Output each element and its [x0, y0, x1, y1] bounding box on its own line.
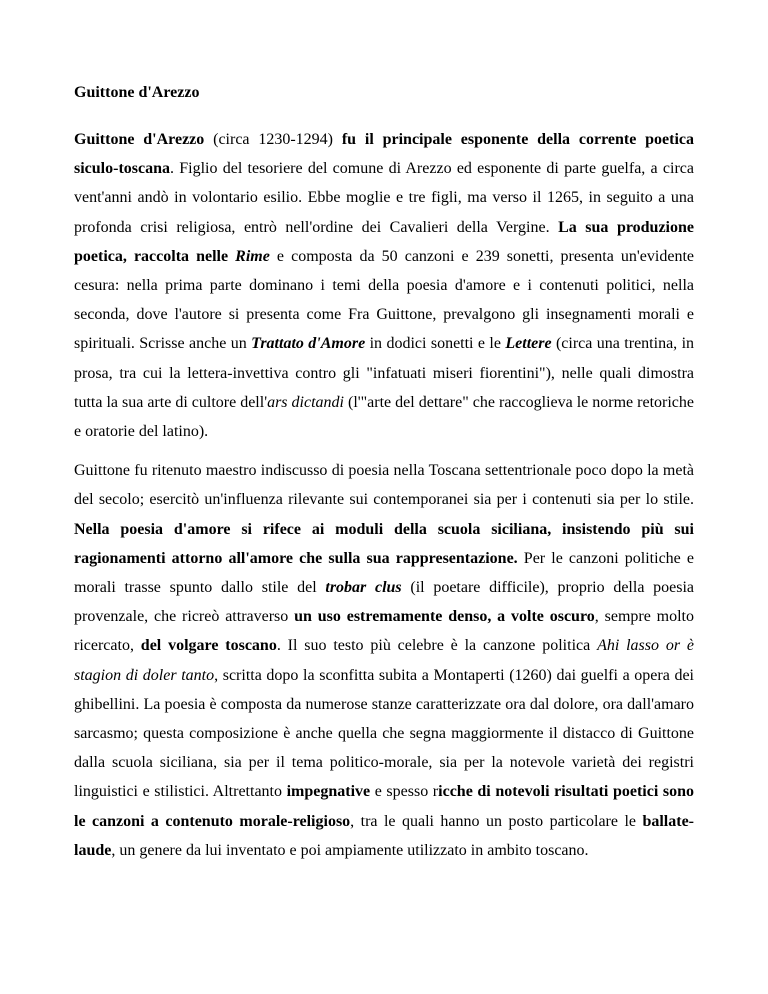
- text-run: Per le canzoni politiche e morali trasse spunto dallo stile del: [74, 549, 694, 597]
- text-run: un uso estremamente denso, a volte oscuro: [294, 608, 595, 626]
- text-run: e composta da 50 canzoni e 239 sonetti, presenta un'evidente cesura: nella prima parte dominano i temi della poesia d'amore e i contenuti politici, nella seconda, dove l'autore si presenta come Fra Guittone, prevalgono gli insegnamenti morali e spirituali. Scrisse anche un: [74, 247, 694, 353]
- paragraph-2: [74, 456, 694, 865]
- text-run: Guittone d'Arezzo: [74, 131, 205, 148]
- text-run: , tra le quali hanno un posto particolare le: [350, 812, 643, 830]
- text-run: , sempre molto ricercato,: [74, 608, 694, 655]
- text-run: Guittone fu ritenuto maestro indiscusso di poesia nella Toscana settentrionale poco dopo la metà del secolo; esercitò un'influenza rilevante sui contemporanei sia per i contenuti sia per lo stile.: [74, 462, 694, 509]
- text-run: (l'"arte del dettare" che raccoglieva le norme retoriche e oratorie del latino).: [74, 393, 695, 441]
- text-run: Ahi lasso or è stagion di doler tanto: [74, 637, 695, 684]
- text-run: trobar clus: [325, 579, 402, 597]
- text-run: fu il principale esponente della corrente poetica siculo-toscana: [74, 131, 695, 178]
- paragraph-1: [74, 125, 694, 446]
- text-run: , un genere da lui inventato e poi ampiamente utilizzato in ambito toscano.: [111, 841, 589, 859]
- text-run: del volgare toscano: [140, 637, 277, 655]
- text-run: in dodici sonetti e le: [365, 335, 506, 353]
- text-run: , scritta dopo la sconfitta subita a Montaperti (1260) dai guelfi a opera dei ghibellini. La poesia è composta da numerose stanze caratterizzate ora dal dolore, ora dall'amaro sarcasmo; questa composizione è anche quella che segna maggiormente il distacco di Guittone dalla scuola siciliana, sia per il tema politico-morale, sia per la notevole varietà dei registri linguistici e stilistici. Altrettanto: [74, 666, 694, 801]
- text-run: (circa 1230-1294): [204, 131, 342, 148]
- text-run: ars dictandi: [267, 393, 344, 411]
- text-run: . Figlio del tesoriere del comune di Arezzo ed esponente di parte guelfa, a circa vent'anni andò in volontario esilio. Ebbe moglie e tre figli, ma verso il 1265, in seguito a una profonda crisi religiosa, entrò nell'ordine dei Cavalieri della Vergine.: [74, 160, 694, 236]
- text-run: (il poetare difficile), proprio della poesia provenzale, che ricreò attraverso: [74, 579, 695, 626]
- text-run: icche di notevoli risultati poetici sono le canzoni a contenuto morale-religioso: [74, 783, 694, 830]
- text-run: (circa una trentina, in prosa, tra cui la lettera-invettiva contro gli "infatuati miseri fiorentini"), nelle quali dimostra tutta la sua arte di cultore dell': [74, 335, 695, 411]
- text-run: Trattato d'Amore: [251, 335, 366, 353]
- document-title: Guittone d'Arezzo: [74, 84, 200, 101]
- text-run: La sua produzione poetica, raccolta nelle: [74, 218, 695, 265]
- text-run: impegnative: [286, 783, 371, 801]
- text-run: ballate-laude: [74, 812, 694, 859]
- text-run: . Il suo testo più celebre è la canzone politica: [276, 637, 598, 655]
- text-run: Nella poesia d'amore si rifece ai moduli della scuola siciliana, insistendo più sui ragionamenti attorno all'amore che sulla sua rappresentazione.: [74, 520, 694, 567]
- text-run: Rime: [235, 247, 270, 265]
- text-run: e spesso r: [370, 783, 439, 801]
- text-run: Lettere: [505, 335, 552, 353]
